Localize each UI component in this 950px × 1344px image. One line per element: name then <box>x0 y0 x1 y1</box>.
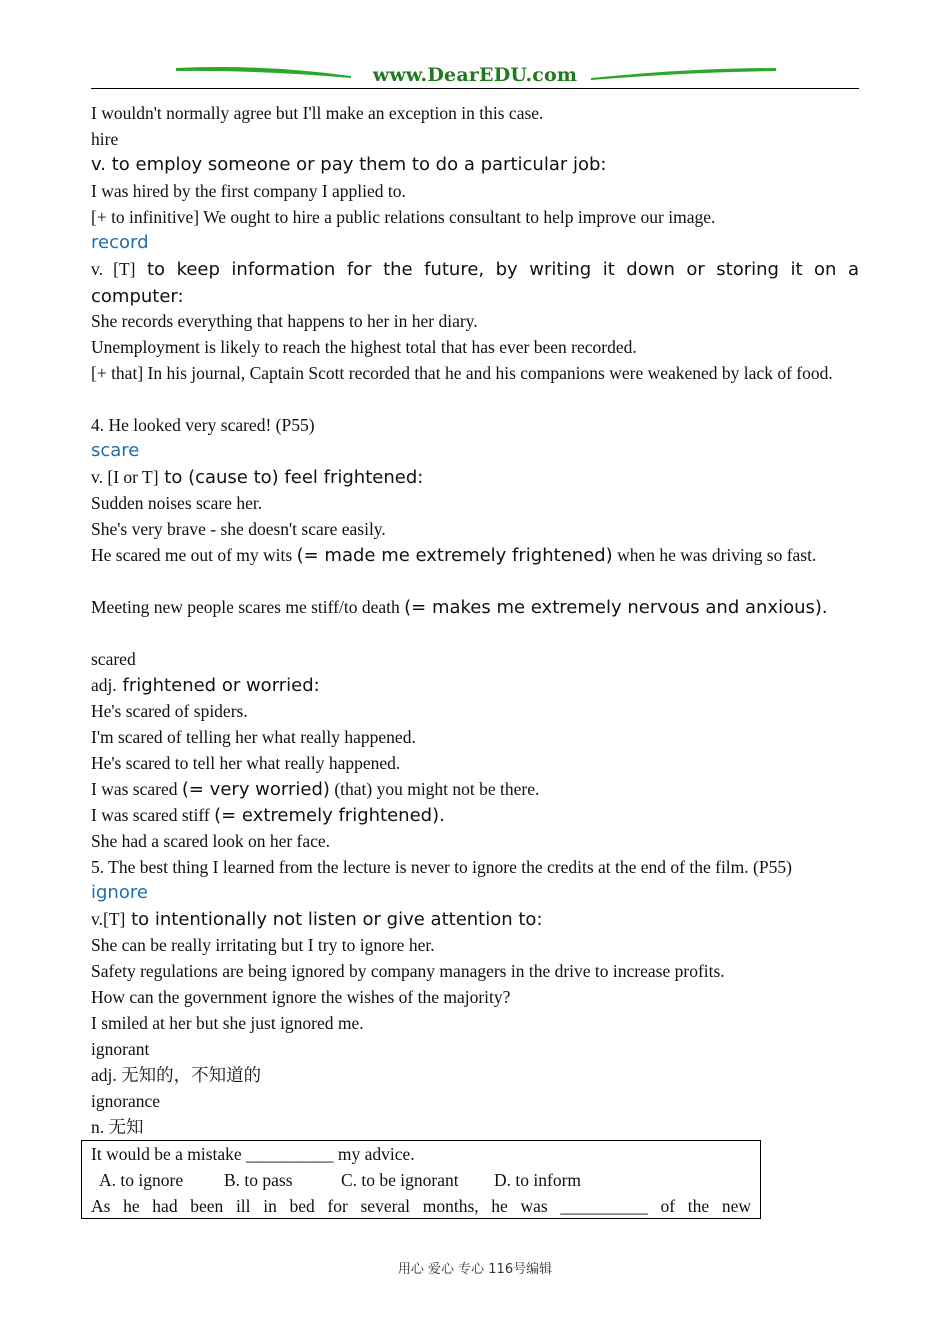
example-sentence: I was hired by the first company I applied to. <box>91 181 406 201</box>
headword-record: record <box>91 232 149 253</box>
lesson-sentence: 4. He looked very scared! (P55) <box>91 415 315 435</box>
example-sentence: I was scared stiff (= extremely frightened). <box>91 805 445 826</box>
example-sentence: She's very brave - she doesn't scare easily. <box>91 519 386 539</box>
entry-word: ignorant <box>91 1039 150 1059</box>
entry-word: hire <box>91 129 119 149</box>
example-sentence: Safety regulations are being ignored by company managers in the drive to increase profits. <box>91 961 725 981</box>
lesson-sentence: 5. The best thing I learned from the lecture is never to ignore the credits at the end of the film. (P55) <box>91 857 792 877</box>
definition: v. to employ someone or pay them to do a particular job: <box>91 154 607 175</box>
example-sentence: I wouldn't normally agree but I'll make an exception in this case. <box>91 103 544 123</box>
example-sentence: I'm scared of telling her what really happened. <box>91 727 416 747</box>
option-d: D. to inform <box>494 1170 582 1190</box>
example-sentence: She had a scared look on her face. <box>91 831 331 851</box>
example-sentence: [+ to infinitive] We ought to hire a public relations consultant to help improve our image. <box>91 207 716 227</box>
option-b: B. to pass <box>224 1170 293 1190</box>
example-sentence: I was scared (= very worried) (that) you might not be there. <box>91 779 540 800</box>
definition: v. [I or T] to (cause to) feel frightened: <box>91 467 424 488</box>
example-sentence: I smiled at her but she just ignored me. <box>91 1013 364 1033</box>
example-sentence: He scared me out of my wits (= made me extremely frightened) when he was driving so fast. <box>91 545 817 566</box>
document-body <box>91 100 859 1140</box>
entry-word: ignorance <box>91 1091 160 1111</box>
page-footer: 用心 爱心 专心 116号编辑 <box>397 1262 553 1277</box>
headword-scare: scare <box>91 440 140 461</box>
page-header <box>91 62 859 89</box>
example-sentence: How can the government ignore the wishes of the majority? <box>91 987 511 1007</box>
exercise-options <box>91 1167 751 1193</box>
definition: v.[T] to intentionally not listen or give attention to: <box>91 909 543 930</box>
example-sentence: Unemployment is likely to reach the highest total that has ever been recorded. <box>91 337 637 357</box>
example-sentence: [+ that] In his journal, Captain Scott recorded that he and his companions were weakened by lack of food. <box>91 363 833 383</box>
definition: n. 无知 <box>91 1117 144 1137</box>
exercise-question: It would be a mistake __________ my advice. <box>91 1144 415 1164</box>
definition: adj. 无知的，不知道的 <box>91 1065 262 1085</box>
headword-ignore: ignore <box>91 882 148 903</box>
example-sentence: He's scared to tell her what really happened. <box>91 753 401 773</box>
example-sentence: Meeting new people scares me stiff/to death (= makes me extremely nervous and anxious). <box>91 597 828 618</box>
example-sentence: Sudden noises scare her. <box>91 493 263 513</box>
definition: adj. frightened or worried: <box>91 675 320 696</box>
exercise-box <box>81 1140 761 1219</box>
exercise-question: As he had been ill in bed for several months, he was __________ of the new <box>91 1196 751 1216</box>
site-logo-text: www.DearEDU.com <box>372 64 578 86</box>
entry-word: scared <box>91 649 136 669</box>
example-sentence: She can be really irritating but I try to ignore her. <box>91 935 435 955</box>
definition: v. [T] to keep information for the future, by writing it down or storing it on a computer: <box>91 259 859 307</box>
option-c: C. to be ignorant <box>341 1170 459 1190</box>
example-sentence: He's scared of spiders. <box>91 701 248 721</box>
option-a: A. to ignore <box>99 1170 184 1190</box>
example-sentence: She records everything that happens to her in her diary. <box>91 311 478 331</box>
